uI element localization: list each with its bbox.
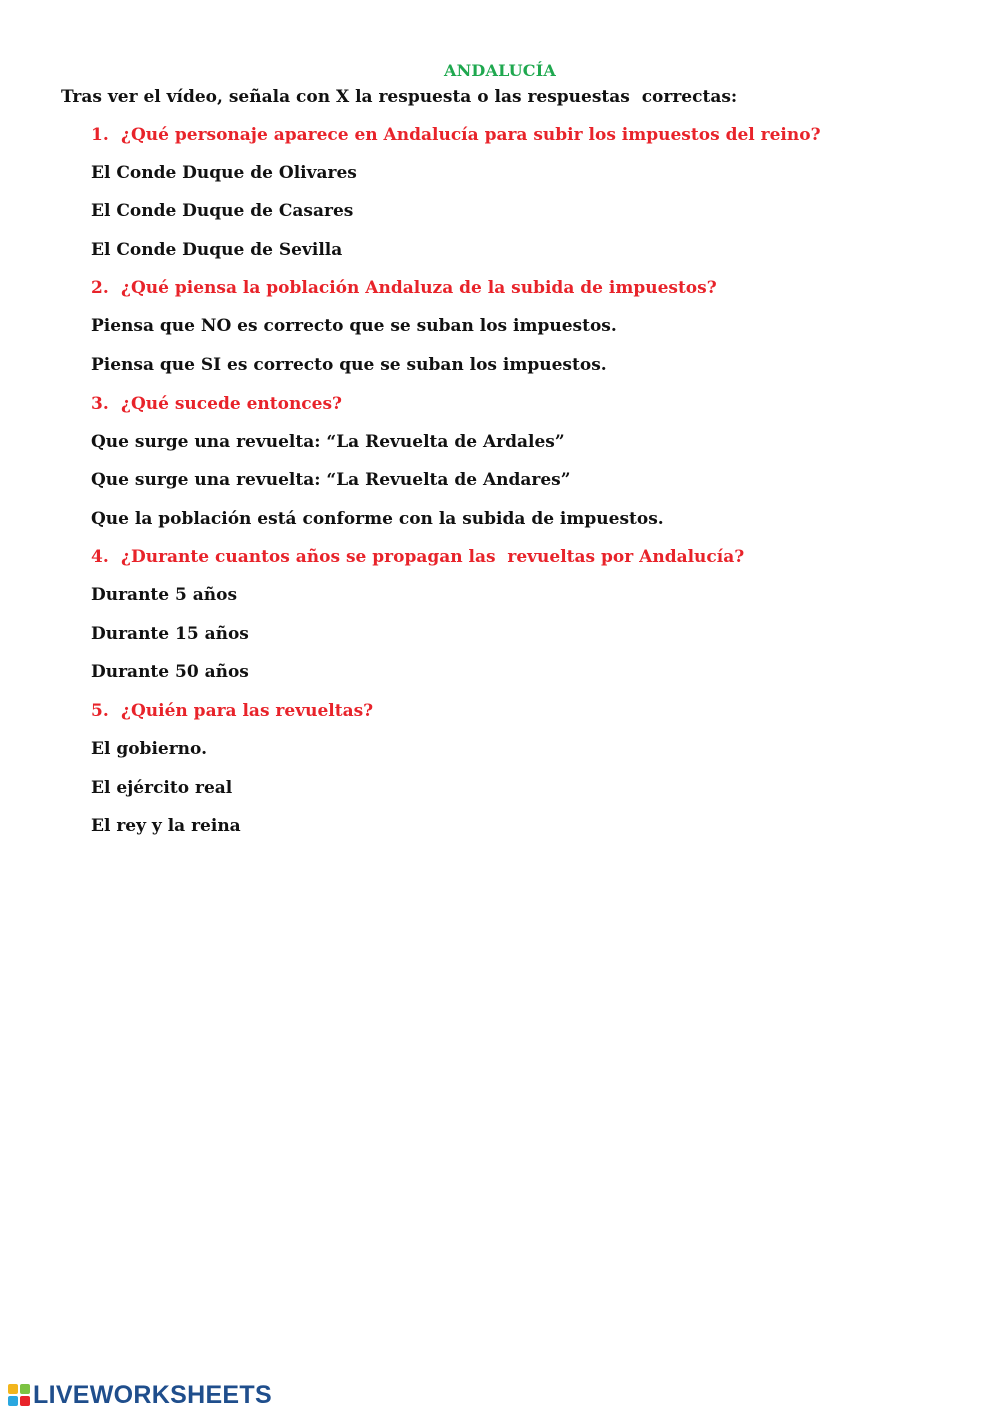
question-4-option-1[interactable]: Durante 5 años bbox=[91, 585, 238, 605]
question-1-number: 1. bbox=[91, 125, 109, 145]
question-2-option-1[interactable]: Piensa que NO es correcto que se suban los impuestos. bbox=[91, 316, 617, 336]
question-2-number: 2. bbox=[91, 278, 109, 298]
question-2 bbox=[91, 278, 717, 298]
question-3-number: 3. bbox=[91, 394, 109, 414]
liveworksheets-logo[interactable] bbox=[8, 1381, 272, 1409]
question-5-option-1[interactable]: El gobierno. bbox=[91, 739, 207, 759]
question-4 bbox=[91, 547, 744, 567]
question-3-option-2[interactable]: Que surge una revuelta: “La Revuelta de Andares” bbox=[91, 470, 571, 490]
question-2-text: ¿Qué piensa la población Andaluza de la subida de impuestos? bbox=[121, 278, 717, 298]
question-4-option-3[interactable]: Durante 50 años bbox=[91, 662, 249, 682]
logo-block-yellow bbox=[8, 1384, 18, 1394]
logo-block-red bbox=[20, 1396, 30, 1406]
question-3 bbox=[91, 394, 342, 414]
logo-block-blue bbox=[8, 1396, 18, 1406]
question-1-option-1[interactable]: El Conde Duque de Olivares bbox=[91, 163, 357, 183]
question-4-text: ¿Durante cuantos años se propagan las revueltas por Andalucía? bbox=[121, 547, 745, 567]
question-1 bbox=[91, 125, 821, 145]
question-5 bbox=[91, 701, 373, 721]
logo-blocks-icon bbox=[8, 1384, 30, 1406]
logo-block-green bbox=[20, 1384, 30, 1394]
question-5-number: 5. bbox=[91, 701, 109, 721]
question-5-option-3[interactable]: El rey y la reina bbox=[91, 816, 241, 836]
question-2-option-2[interactable]: Piensa que SI es correcto que se suban los impuestos. bbox=[91, 355, 607, 375]
question-3-text: ¿Qué sucede entonces? bbox=[121, 394, 343, 414]
worksheet-title: ANDALUCÍA bbox=[443, 61, 557, 80]
question-1-option-2[interactable]: El Conde Duque de Casares bbox=[91, 201, 354, 221]
question-4-number: 4. bbox=[91, 547, 109, 567]
logo-text: LIVEWORKSHEETS bbox=[33, 1381, 272, 1409]
question-3-option-3[interactable]: Que la población está conforme con la subida de impuestos. bbox=[91, 509, 664, 529]
question-1-option-3[interactable]: El Conde Duque de Sevilla bbox=[91, 240, 343, 260]
question-1-text: ¿Qué personaje aparece en Andalucía para subir los impuestos del reino? bbox=[121, 125, 821, 145]
question-3-option-1[interactable]: Que surge una revuelta: “La Revuelta de Ardales” bbox=[91, 432, 565, 452]
instructions-text: Tras ver el vídeo, señala con X la respuesta o las respuestas correctas: bbox=[61, 87, 738, 107]
question-5-text: ¿Quién para las revueltas? bbox=[121, 701, 374, 721]
question-5-option-2[interactable]: El ejército real bbox=[91, 778, 233, 798]
question-4-option-2[interactable]: Durante 15 años bbox=[91, 624, 249, 644]
